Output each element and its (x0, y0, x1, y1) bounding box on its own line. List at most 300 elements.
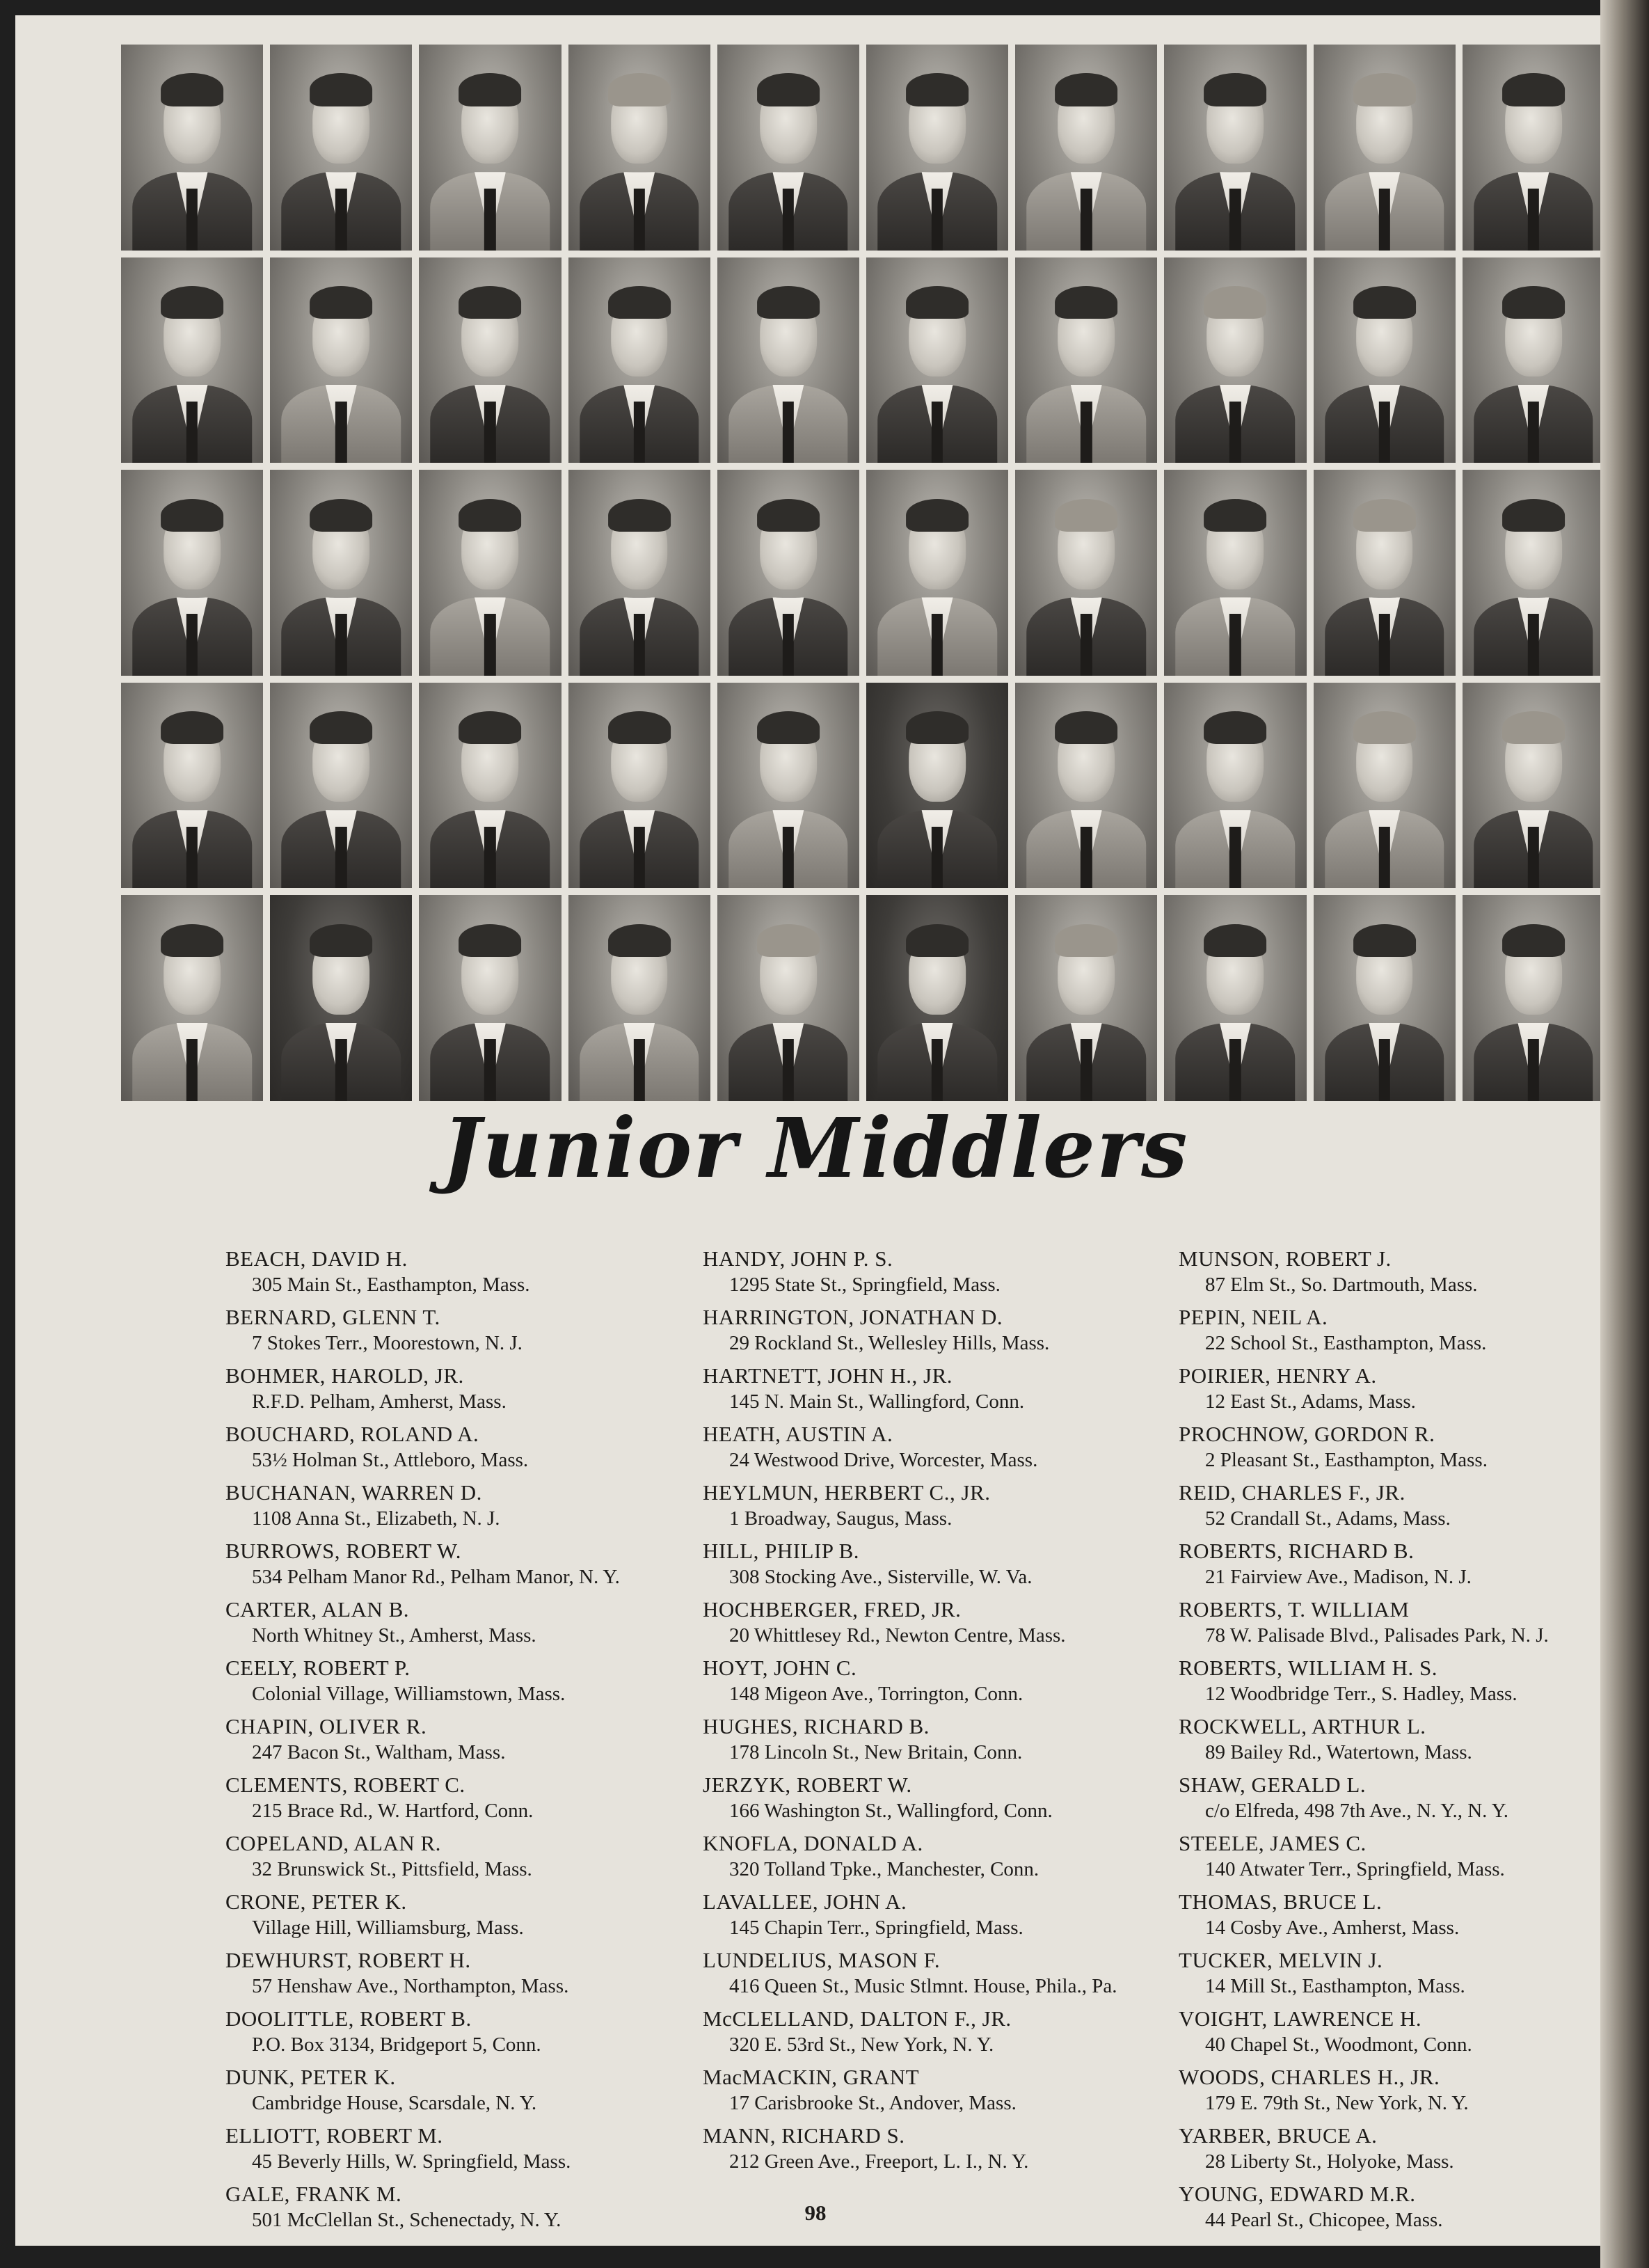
student-address: North Whitney St., Amherst, Mass. (252, 1624, 536, 1647)
student-portrait (568, 895, 710, 1101)
student-address: 17 Carisbrooke St., Andover, Mass. (729, 2092, 1017, 2114)
student-portrait (1164, 257, 1306, 463)
portrait-tie (1081, 827, 1092, 889)
student-entry (703, 1947, 1148, 1999)
student-name: ROBERTS, RICHARD B. (1179, 1539, 1415, 1563)
portrait-tie (1229, 827, 1241, 889)
portrait-hair (1055, 924, 1117, 957)
student-entry (1179, 1889, 1624, 1940)
student-address: 145 N. Main St., Wallingford, Conn. (729, 1390, 1025, 1413)
portrait-hair (1055, 499, 1117, 532)
student-entry (225, 1713, 671, 1765)
portrait-tie (484, 614, 495, 676)
student-entry (1179, 1830, 1624, 1882)
portrait-hair (757, 499, 820, 532)
student-portrait (419, 257, 561, 463)
student-entry (703, 1421, 1148, 1473)
portrait-tie (634, 614, 645, 676)
student-entry (703, 1830, 1148, 1882)
student-entry (1179, 2123, 1624, 2174)
portrait-hair (310, 924, 372, 957)
portrait-hair (1502, 286, 1565, 319)
portrait-tie (634, 1039, 645, 1101)
student-entry (703, 2064, 1148, 2116)
portrait-hair (161, 73, 223, 106)
student-name: PEPIN, NEIL A. (1179, 1305, 1328, 1329)
student-portrait (866, 470, 1008, 676)
student-name: MANN, RICHARD S. (703, 2123, 905, 2148)
portrait-hair (608, 73, 671, 106)
portrait-hair (608, 286, 671, 319)
student-portrait (1314, 257, 1456, 463)
portrait-hair (1204, 711, 1267, 744)
student-entry (703, 1772, 1148, 1823)
student-name: HEYLMUN, HERBERT C., JR. (703, 1480, 991, 1505)
student-entry (1179, 1480, 1624, 1531)
student-address: 45 Beverly Hills, W. Springfield, Mass. (252, 2150, 571, 2173)
student-entry (225, 1480, 671, 1531)
student-name: ROBERTS, WILLIAM H. S. (1179, 1656, 1437, 1680)
student-entry (225, 1889, 671, 1940)
student-entry (1179, 1596, 1624, 1648)
student-portrait (121, 895, 263, 1101)
student-name: DEWHURST, ROBERT H. (225, 1948, 471, 1972)
portrait-tie (1379, 1039, 1390, 1101)
student-entry (225, 1538, 671, 1589)
student-portrait (717, 683, 859, 889)
portrait-tie (1379, 827, 1390, 889)
student-address: 178 Lincoln St., New Britain, Conn. (729, 1741, 1023, 1763)
portrait-tie (1081, 1039, 1092, 1101)
student-entry (1179, 1772, 1624, 1823)
student-address: Colonial Village, Williamstown, Mass. (252, 1683, 566, 1705)
portrait-tie (1229, 402, 1241, 463)
portrait-tie (1229, 1039, 1241, 1101)
portrait-hair (608, 499, 671, 532)
portrait-tie (634, 189, 645, 251)
student-address: 40 Chapel St., Woodmont, Conn. (1205, 2033, 1472, 2056)
student-portrait (1164, 470, 1306, 676)
student-portrait (1463, 895, 1604, 1101)
student-entry (225, 2064, 671, 2116)
student-address: 78 W. Palisade Blvd., Palisades Park, N. J. (1205, 1624, 1549, 1647)
student-portrait (866, 257, 1008, 463)
portrait-hair (757, 924, 820, 957)
student-address: Cambridge House, Scarsdale, N. Y. (252, 2092, 537, 2114)
student-entry (703, 1538, 1148, 1589)
student-entry (225, 1596, 671, 1648)
portrait-tie (932, 189, 943, 251)
name-column-2 (703, 1246, 1148, 2181)
portrait-tie (932, 614, 943, 676)
student-name: CLEMENTS, ROBERT C. (225, 1773, 465, 1797)
student-portrait (1164, 45, 1306, 251)
student-name: TUCKER, MELVIN J. (1179, 1948, 1383, 1972)
student-portrait (121, 257, 263, 463)
student-portrait (717, 470, 859, 676)
student-portrait (1314, 45, 1456, 251)
portrait-hair (1502, 499, 1565, 532)
portrait-hair (161, 924, 223, 957)
student-portrait (866, 683, 1008, 889)
portrait-hair (459, 711, 522, 744)
student-portrait (1015, 470, 1157, 676)
student-address: 53½ Holman St., Attleboro, Mass. (252, 1449, 529, 1471)
student-portrait (419, 683, 561, 889)
portrait-tie (1081, 402, 1092, 463)
student-entry (225, 1421, 671, 1473)
portrait-tie (932, 402, 943, 463)
student-entry (703, 2006, 1148, 2057)
student-address: 44 Pearl St., Chicopee, Mass. (1205, 2209, 1443, 2231)
portrait-hair (161, 499, 223, 532)
student-name: GALE, FRANK M. (225, 2182, 402, 2206)
student-entry (703, 1304, 1148, 1356)
student-portrait (717, 45, 859, 251)
student-address: 89 Bailey Rd., Watertown, Mass. (1205, 1741, 1472, 1763)
portrait-tie (186, 189, 198, 251)
student-name: WOODS, CHARLES H., JR. (1179, 2065, 1440, 2089)
student-portrait (568, 45, 710, 251)
student-portrait (1463, 257, 1604, 463)
student-portrait (419, 45, 561, 251)
portrait-hair (1353, 711, 1416, 744)
student-name: CARTER, ALAN B. (225, 1597, 409, 1621)
portrait-tie (1528, 827, 1539, 889)
portrait-hair (310, 73, 372, 106)
student-address: 215 Brace Rd., W. Hartford, Conn. (252, 1800, 534, 1822)
student-name: ELLIOTT, ROBERT M. (225, 2123, 443, 2148)
portrait-hair (1353, 499, 1416, 532)
student-entry (703, 1363, 1148, 1414)
portrait-tie (186, 1039, 198, 1101)
student-name: LAVALLEE, JOHN A. (703, 1889, 907, 1914)
student-entry (1179, 1538, 1624, 1589)
student-name: CHAPIN, OLIVER R. (225, 1714, 427, 1738)
student-name: McCLELLAND, DALTON F., JR. (703, 2006, 1012, 2031)
student-portrait (1314, 683, 1456, 889)
student-entry (1179, 1655, 1624, 1706)
student-address: R.F.D. Pelham, Amherst, Mass. (252, 1390, 507, 1413)
student-entry (225, 1830, 671, 1882)
student-name: BOHMER, HAROLD, JR. (225, 1363, 464, 1388)
portrait-tie (1528, 189, 1539, 251)
portrait-tie (783, 614, 794, 676)
student-portrait (568, 683, 710, 889)
student-name: BOUCHARD, ROLAND A. (225, 1422, 479, 1446)
student-address: 305 Main St., Easthampton, Mass. (252, 1274, 530, 1296)
student-address: 29 Rockland St., Wellesley Hills, Mass. (729, 1332, 1050, 1354)
student-portrait (1314, 895, 1456, 1101)
student-entry (1179, 1246, 1624, 1297)
student-address: 308 Stocking Ave., Sisterville, W. Va. (729, 1566, 1033, 1588)
portrait-hair (1055, 73, 1117, 106)
portrait-tie (1081, 189, 1092, 251)
portrait-hair (757, 711, 820, 744)
student-portrait (1164, 683, 1306, 889)
student-entry (1179, 1421, 1624, 1473)
student-address: 166 Washington St., Wallingford, Conn. (729, 1800, 1053, 1822)
student-address: 140 Atwater Terr., Springfield, Mass. (1205, 1858, 1505, 1880)
student-name: YARBER, BRUCE A. (1179, 2123, 1378, 2148)
student-portrait (866, 45, 1008, 251)
student-name: BERNARD, GLENN T. (225, 1305, 440, 1329)
name-column-1 (225, 1246, 671, 2239)
student-portrait (1015, 45, 1157, 251)
student-address: 148 Migeon Ave., Torrington, Conn. (729, 1683, 1023, 1705)
student-portrait (270, 257, 412, 463)
student-name: SHAW, GERALD L. (1179, 1773, 1367, 1797)
student-entry (703, 1889, 1148, 1940)
student-address: 145 Chapin Terr., Springfield, Mass. (729, 1917, 1023, 1939)
portrait-tie (1528, 614, 1539, 676)
student-entry (703, 2123, 1148, 2174)
portrait-tie (484, 1039, 495, 1101)
portrait-tie (335, 402, 346, 463)
portrait-hair (906, 499, 969, 532)
portrait-tie (186, 827, 198, 889)
student-portrait (1015, 257, 1157, 463)
student-portrait (270, 470, 412, 676)
student-entry (1179, 1363, 1624, 1414)
student-entry (225, 2006, 671, 2057)
student-name: KNOFLA, DONALD A. (703, 1831, 923, 1855)
portrait-hair (1502, 924, 1565, 957)
portrait-tie (783, 402, 794, 463)
student-address: 21 Fairview Ave., Madison, N. J. (1205, 1566, 1472, 1588)
student-name: HEATH, AUSTIN A. (703, 1422, 893, 1446)
student-name: HARTNETT, JOHN H., JR. (703, 1363, 953, 1388)
student-name: HILL, PHILIP B. (703, 1539, 860, 1563)
student-name: LUNDELIUS, MASON F. (703, 1948, 941, 1972)
student-address: 416 Queen St., Music Stlmnt. House, Phila., Pa. (729, 1975, 1117, 1997)
portrait-hair (906, 711, 969, 744)
portrait-tie (186, 614, 198, 676)
portrait-hair (1204, 73, 1267, 106)
student-name: YOUNG, EDWARD M.R. (1179, 2182, 1416, 2206)
student-entry (1179, 2006, 1624, 2057)
student-entry (1179, 1947, 1624, 1999)
student-name: ROCKWELL, ARTHUR L. (1179, 1714, 1426, 1738)
student-address: 534 Pelham Manor Rd., Pelham Manor, N. Y. (252, 1566, 620, 1588)
portrait-hair (161, 286, 223, 319)
portrait-tie (335, 189, 346, 251)
portrait-tie (634, 827, 645, 889)
student-address: 2 Pleasant St., Easthampton, Mass. (1205, 1449, 1488, 1471)
student-address: 12 Woodbridge Terr., S. Hadley, Mass. (1205, 1683, 1517, 1705)
portrait-hair (757, 286, 820, 319)
portrait-hair (906, 286, 969, 319)
portrait-tie (1379, 189, 1390, 251)
student-portrait (1314, 470, 1456, 676)
portrait-tie (1528, 1039, 1539, 1101)
portrait-tie (484, 827, 495, 889)
portrait-tie (1528, 402, 1539, 463)
student-portrait (121, 45, 263, 251)
portrait-hair (1353, 73, 1416, 106)
student-entry (1179, 1304, 1624, 1356)
student-portrait (1015, 895, 1157, 1101)
portrait-hair (906, 73, 969, 106)
student-entry (703, 1596, 1148, 1648)
student-entry (703, 1655, 1148, 1706)
yearbook-page (15, 15, 1616, 2246)
student-address: 1108 Anna St., Elizabeth, N. J. (252, 1507, 500, 1530)
student-entry (703, 1713, 1148, 1765)
student-address: 57 Henshaw Ave., Northampton, Mass. (252, 1975, 569, 1997)
student-entry (703, 1480, 1148, 1531)
student-name: HARRINGTON, JONATHAN D. (703, 1305, 1003, 1329)
student-name: MacMACKIN, GRANT (703, 2065, 920, 2089)
portrait-tie (783, 1039, 794, 1101)
student-name: CRONE, PETER K. (225, 1889, 407, 1914)
student-portrait (121, 470, 263, 676)
student-portrait (1164, 895, 1306, 1101)
portrait-hair (1055, 711, 1117, 744)
student-name: PROCHNOW, GORDON R. (1179, 1422, 1435, 1446)
student-entry (703, 1246, 1148, 1297)
portrait-hair (906, 924, 969, 957)
student-address: 7 Stokes Terr., Moorestown, N. J. (252, 1332, 523, 1354)
student-name: VOIGHT, LAWRENCE H. (1179, 2006, 1422, 2031)
student-address: 20 Whittlesey Rd., Newton Centre, Mass. (729, 1624, 1066, 1647)
portrait-hair (459, 499, 522, 532)
student-portrait (568, 470, 710, 676)
student-name: HOYT, JOHN C. (703, 1656, 857, 1680)
student-name: POIRIER, HENRY A. (1179, 1363, 1377, 1388)
student-address: 320 Tolland Tpke., Manchester, Conn. (729, 1858, 1039, 1880)
portrait-tie (335, 827, 346, 889)
student-name: BEACH, DAVID H. (225, 1246, 408, 1271)
portrait-tie (335, 614, 346, 676)
student-address: 22 School St., Easthampton, Mass. (1205, 1332, 1487, 1354)
portrait-hair (1502, 73, 1565, 106)
student-address: 320 E. 53rd St., New York, N. Y. (729, 2033, 994, 2056)
portrait-tie (1379, 402, 1390, 463)
student-address: P.O. Box 3134, Bridgeport 5, Conn. (252, 2033, 541, 2056)
portrait-tie (1229, 614, 1241, 676)
portrait-tie (1379, 614, 1390, 676)
portrait-hair (310, 286, 372, 319)
page-number: 98 (804, 2200, 827, 2225)
student-portrait (121, 683, 263, 889)
portrait-hair (1353, 286, 1416, 319)
student-name: HUGHES, RICHARD B. (703, 1714, 930, 1738)
student-portrait (717, 895, 859, 1101)
student-name: MUNSON, ROBERT J. (1179, 1246, 1392, 1271)
student-entry (1179, 1713, 1624, 1765)
student-name: STEELE, JAMES C. (1179, 1831, 1367, 1855)
portrait-hair (608, 711, 671, 744)
portrait-tie (783, 189, 794, 251)
student-portrait (866, 895, 1008, 1101)
portrait-hair (1204, 924, 1267, 957)
student-portrait (270, 895, 412, 1101)
student-name: CEELY, ROBERT P. (225, 1656, 411, 1680)
student-entry (225, 1304, 671, 1356)
student-portrait (1463, 683, 1604, 889)
student-name: BUCHANAN, WARREN D. (225, 1480, 482, 1505)
student-name: REID, CHARLES F., JR. (1179, 1480, 1405, 1505)
student-address: 32 Brunswick St., Pittsfield, Mass. (252, 1858, 532, 1880)
student-name: DUNK, PETER K. (225, 2065, 396, 2089)
portrait-grid (121, 45, 1604, 1101)
student-address: 1295 State St., Springfield, Mass. (729, 1274, 1001, 1296)
student-entry (225, 1772, 671, 1823)
student-name: THOMAS, BRUCE L. (1179, 1889, 1383, 1914)
student-name: COPELAND, ALAN R. (225, 1831, 441, 1855)
portrait-tie (634, 402, 645, 463)
portrait-tie (783, 827, 794, 889)
portrait-hair (1353, 924, 1416, 957)
portrait-hair (310, 711, 372, 744)
portrait-hair (459, 286, 522, 319)
student-name: HOCHBERGER, FRED, JR. (703, 1597, 962, 1621)
student-address: 12 East St., Adams, Mass. (1205, 1390, 1416, 1413)
student-address: 179 E. 79th St., New York, N. Y. (1205, 2092, 1469, 2114)
student-portrait (270, 45, 412, 251)
student-portrait (1015, 683, 1157, 889)
portrait-hair (310, 499, 372, 532)
portrait-hair (1502, 711, 1565, 744)
student-name: HANDY, JOHN P. S. (703, 1246, 893, 1271)
student-portrait (270, 683, 412, 889)
student-name: ROBERTS, T. WILLIAM (1179, 1597, 1410, 1621)
student-entry (1179, 2064, 1624, 2116)
student-address: 247 Bacon St., Waltham, Mass. (252, 1741, 506, 1763)
portrait-hair (1204, 499, 1267, 532)
portrait-hair (1204, 286, 1267, 319)
student-address: 14 Cosby Ave., Amherst, Mass. (1205, 1917, 1460, 1939)
student-entry (225, 1363, 671, 1414)
student-entry (225, 1246, 671, 1297)
student-portrait (717, 257, 859, 463)
student-portrait (1463, 470, 1604, 676)
portrait-hair (161, 711, 223, 744)
student-portrait (568, 257, 710, 463)
portrait-tie (484, 189, 495, 251)
portrait-tie (484, 402, 495, 463)
student-portrait (1463, 45, 1604, 251)
student-address: 24 Westwood Drive, Worcester, Mass. (729, 1449, 1038, 1471)
portrait-tie (932, 827, 943, 889)
portrait-hair (459, 73, 522, 106)
student-address: 1 Broadway, Saugus, Mass. (729, 1507, 953, 1530)
student-address: 87 Elm St., So. Dartmouth, Mass. (1205, 1274, 1478, 1296)
student-address: 52 Crandall St., Adams, Mass. (1205, 1507, 1451, 1530)
portrait-hair (757, 73, 820, 106)
student-name: JERZYK, ROBERT W. (703, 1773, 912, 1797)
student-entry (225, 1947, 671, 1999)
page-heading: Junior Middlers (442, 1100, 1189, 1196)
student-portrait (419, 470, 561, 676)
portrait-tie (335, 1039, 346, 1101)
student-address: 501 McClellan St., Schenectady, N. Y. (252, 2209, 561, 2231)
student-entry (225, 1655, 671, 1706)
student-address: 28 Liberty St., Holyoke, Mass. (1205, 2150, 1454, 2173)
student-address: Village Hill, Williamsburg, Mass. (252, 1917, 524, 1939)
student-address: 212 Green Ave., Freeport, L. I., N. Y. (729, 2150, 1029, 2173)
portrait-tie (1081, 614, 1092, 676)
portrait-tie (186, 402, 198, 463)
student-portrait (419, 895, 561, 1101)
student-entry (225, 2123, 671, 2174)
portrait-hair (608, 924, 671, 957)
portrait-tie (932, 1039, 943, 1101)
portrait-hair (1055, 286, 1117, 319)
portrait-tie (1229, 189, 1241, 251)
student-address: 14 Mill St., Easthampton, Mass. (1205, 1975, 1465, 1997)
